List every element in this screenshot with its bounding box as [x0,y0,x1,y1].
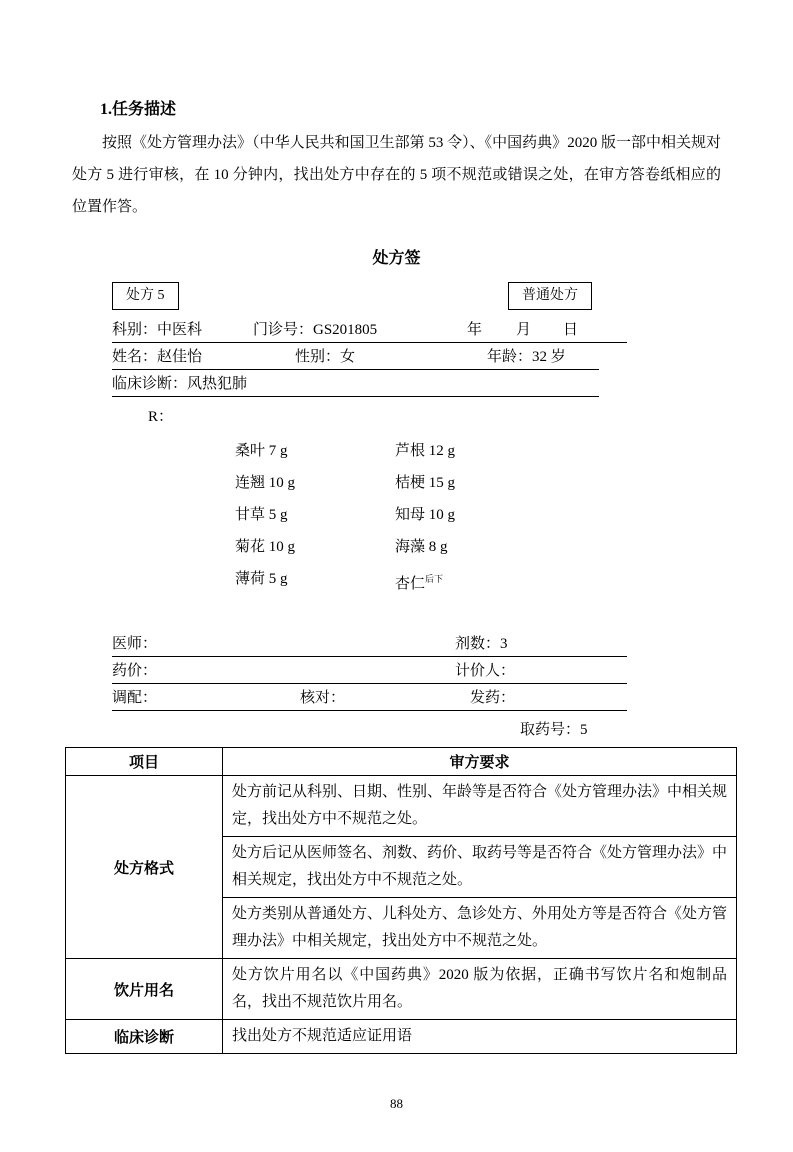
prescription-footer [112,630,629,741]
table-header-item: 项目 [66,748,223,776]
month-label: 月 [516,322,532,338]
header-row-patient [112,343,599,370]
header-row-diagnosis [112,370,599,397]
page-number: 88 [390,1096,403,1111]
prescription-block [112,282,629,741]
herb-item: 菊花 10 g [235,539,296,555]
prescription-type-badge: 普通处方 [508,282,592,310]
header-row-dept [112,316,627,343]
prescription-title: 处方签 [372,250,421,267]
badge-row [112,282,629,316]
herb-item: 芦根 12 g [395,443,456,459]
deliver-field: 发药： [470,690,516,706]
herb-item: 薄荷 5 g [235,571,288,587]
herb-item: 知母 10 g [395,507,456,523]
pricer-field: 计价人： [455,663,516,679]
task-heading: 1.任务描述 [100,101,177,118]
rx-symbol: R： [148,409,174,425]
requirement-cell: 处方饮片用名以《中国药典》2020 版为依据，正确书写饮片名和炮制品名，找出不规范饮片用名。 [223,959,737,1020]
day-label: 日 [563,322,579,338]
herb-item: 连翘 10 g [235,475,296,491]
section-label-herb-names: 饮片用名 [66,959,223,1020]
table-row [66,1020,737,1054]
clinic-no-field: 门诊号：GS201805 [253,322,378,338]
requirement-cell: 处方类别从普通处方、儿科处方、急诊处方、外用处方等是否符合《处方管理办法》中相关规定，找出处方中不规范之处。 [223,898,737,959]
requirement-cell: 找出处方不规范适应证用语 [223,1020,737,1054]
requirement-cell: 处方后记从医师签名、剂数、药价、取药号等是否符合《处方管理办法》中相关规定，找出处方中不规范之处。 [223,837,737,898]
herb-item: 甘草 5 g [235,507,288,523]
footer-row-price [112,657,627,684]
section-label-format: 处方格式 [66,776,223,959]
dept-field: 科别：中医科 [112,322,203,338]
section-label-diagnosis: 临床诊断 [66,1020,223,1054]
year-label: 年 [467,322,483,338]
check-field: 核对： [300,690,346,706]
herb-item: 桔梗 15 g [395,475,456,491]
task-paragraph: 按照《处方管理办法》（中华人民共和国卫生部第 53 令）、《中国药典》2020 版一部中相关规对处方 5 进行审核，在 10 分钟内，找出处方中存在的 5 项不规范或错误之处，在审方答卷纸相应的位置作答。 [72,135,721,215]
age-field: 年龄：32 岁 [487,349,566,365]
prescription-number-badge: 处方 5 [112,282,179,310]
table-header-row [66,748,737,776]
herb-list [235,435,575,600]
review-table [65,747,737,1054]
herb-decoction-note: 后下 [425,574,444,584]
herb-item: 桑叶 7 g [235,443,288,459]
requirement-cell: 处方前记从科别、日期、性别、年龄等是否符合《处方管理办法》中相关规定，找出处方中不规范之处。 [223,776,737,837]
gender-field: 性别：女 [295,349,356,365]
doses-field: 剂数：3 [455,636,508,652]
table-header-requirement: 审方要求 [223,748,737,776]
name-field: 姓名：赵佳怡 [112,349,203,365]
physician-field: 医师： [112,636,158,652]
herb-item [395,563,575,600]
dispense-field: 调配： [112,690,158,706]
diagnosis-field: 临床诊断：风热犯肺 [112,376,248,392]
price-field: 药价： [112,663,158,679]
herb-item: 海藻 8 g [395,539,448,555]
pickup-no-field: 取药号：5 [520,722,588,738]
footer-row-dispense [112,684,627,711]
footer-row-physician [112,630,627,657]
table-row [66,959,737,1020]
herb-name: 杏仁 [395,576,426,592]
pickup-row [112,713,629,741]
table-row [66,776,737,837]
